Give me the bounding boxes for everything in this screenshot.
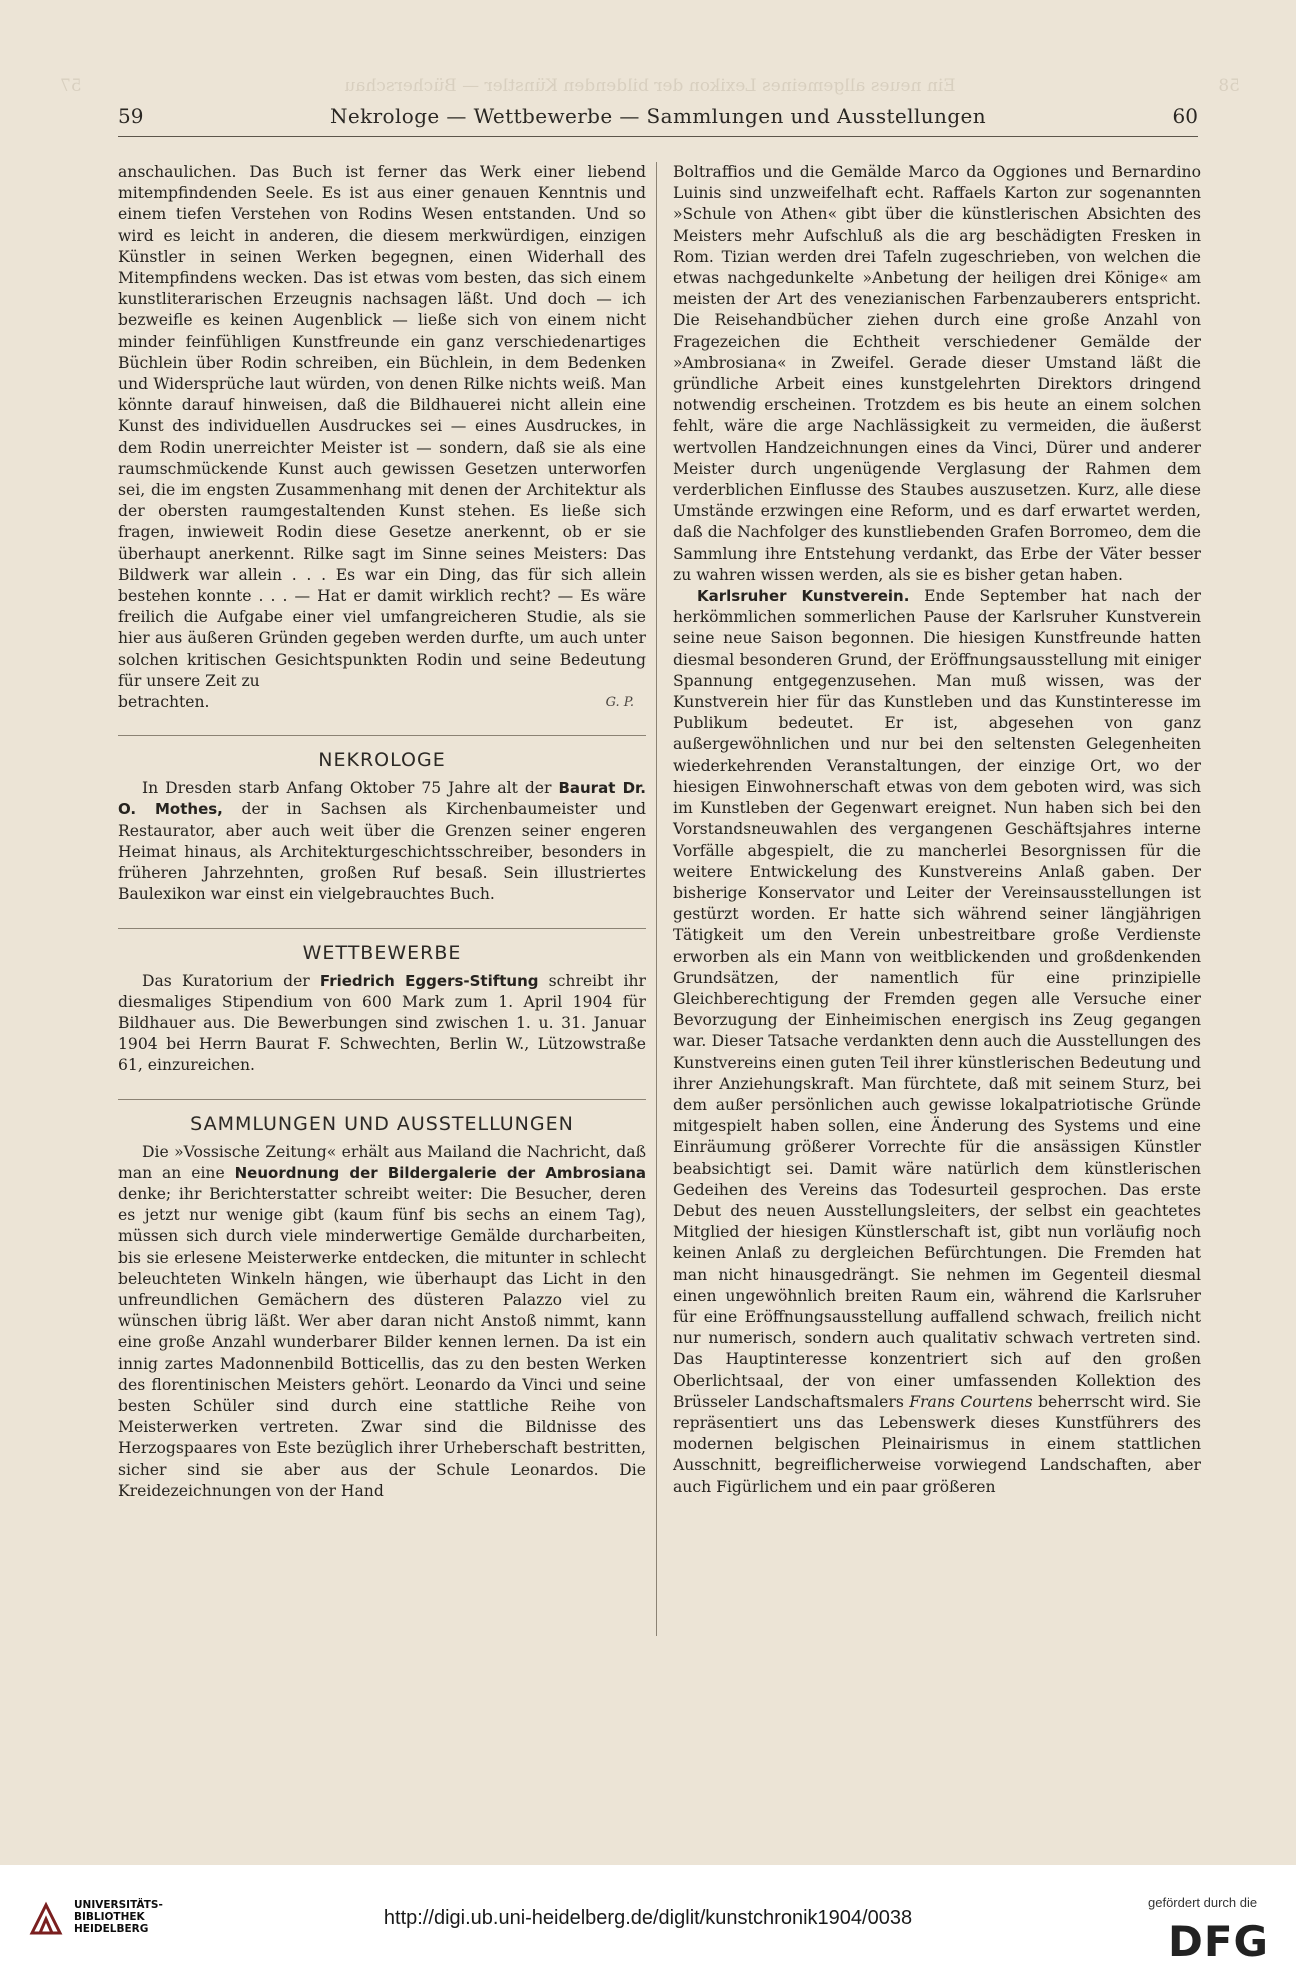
section-rule [118, 735, 646, 736]
dfg-logo: DFG [1168, 1917, 1270, 1966]
name-karlsruher-kunstverein: Karlsruher Kunstverein. [697, 587, 910, 606]
page-number-right: 60 [1172, 104, 1198, 128]
right-column [673, 162, 1201, 1498]
name-mothes: Baurat Dr. O. Mothes, [118, 779, 646, 819]
author-signature: G. P. [605, 695, 634, 711]
ghost-page-number: 58 [1218, 76, 1240, 96]
section-heading-nekrologe: NEKROLOGE [318, 749, 446, 772]
ghost-page-number-right: 57 [60, 76, 82, 96]
left-column [118, 162, 646, 1502]
name-frans-courtens: Frans Courtens [909, 1392, 1033, 1411]
review-last-word: betrachten. [118, 693, 210, 712]
running-header [118, 100, 1198, 134]
digitization-footer [0, 1865, 1296, 1977]
ambrosiana-paragraph: Die »Vossische Zeitung« erhält aus Mailand die Nachricht, daß man an eine Neuordnung der Bildergalerie der Ambrosiana denke; ihr Berichterstatter schreibt weiter: Die Besucher, deren es jetzt nur wenige gibt (kaum fünf bis sechs an einem Tag), müssen sich durch viele minderwertige Gemälde durcharbeiten, bis sie erlesene Meisterwerke entdecken, die mitunter in schlecht beleuchteten Winkeln hängen, wie überhaupt das Licht in den unfreundlichen Gemächern des düsteren Palazzo viel zu wünschen übrig läßt. Wer aber daran nicht Anstoß nimmt, kann eine große Anzahl wunderbarer Bilder kennen lernen. Da ist ein innig zartes Madonnenbild Botticellis, das zu den besten Werken des florentinischen Meisters gehört. Leonardo da Vinci und seine besten Schüler sind durch eine stattliche Reihe von Meisterwerken vertreten. Zwar sind die Bildnisse des Herzogspaares von Este bezüglich ihrer Urheberschaft bestritten, sicher sind sie aber aus der Schule Leonardos. Die Kreidezeichnungen von der Hand [118, 1142, 646, 1500]
wettbewerb-paragraph: Das Kuratorium der Friedrich Eggers-Stiftung schreibt ihr diesmaliges Stipendium von 600 Mark zum 1. April 1904 für Bildhauer aus. Die Bewerbungen sind zwischen 1. u. 31. Januar 1904 bei Herrn Baurat F. Schwechten, Berlin W., Lützowstraße 61, einzureichen. [118, 971, 646, 1075]
funding-note: gefördert durch die [1148, 1895, 1258, 1910]
nekrolog-paragraph: In Dresden starb Anfang Oktober 75 Jahre alt der Baurat Dr. O. Mothes, der in Sachsen als Kirchenbaumeister und Restaurator, aber auch weit über die Grenzen seiner engeren Heimat hinaus, als Architekturgeschichtsschreiber, besonders in früheren Jahrzehnten, großen Ruf besaß. Sein illustriertes Baulexikon war einst ein vielgebrauchtes Buch. [118, 779, 646, 904]
running-title: Nekrologe — Wettbewerbe — Sammlungen und Ausstellungen [329, 104, 987, 128]
name-eggers-stiftung: Friedrich Eggers-Stiftung [319, 971, 539, 990]
header-rule [118, 136, 1198, 137]
library-name: UNIVERSITÄTS- BIBLIOTHEK HEIDELBERG [74, 1899, 163, 1935]
rodin-review-paragraph: anschaulichen. Das Buch ist ferner das Werk einer liebend mitempfindenden Seele. Es ist aus einer genauen Kenntnis und einem tiefen Verstehen von Rodins Wesen entstanden. Und so wird es leicht in anderen, die diesem merkwürdigen, einzigen Künstler in seinen Werken begegnen, einen Widerhall des Mitempfindens wecken. Das ist etwas vom besten, das sich einem kunstliterarischen Erzeugnis nachsagen läßt. Und doch — ich bezweifle es keinen Augenblick — ließe sich von einem nicht minder feinfühligen Kunstfreunde ein ganz verschiedenartiges Büchlein über Rodin schreiben, ein Büchlein, in dem Bedenken und Widersprüche laut würden, von denen Rilke nichts weiß. Man könnte darauf hinweisen, daß die Bildhauerei nicht allein eine Kunst des individuellen Ausdruckes sei — eines Ausdruckes, in dem Rodin unerreichter Meister ist — sondern, daß sie als eine raumschmückende Kunst auch gewissen Gesetzen unterworfen sei, die im engsten Zusammenhang mit denen der Architektur als der obersten raumgestaltenden Kunst stehen. Es ließe sich fragen, inwieweit Rodin diese Gesetze anerkennt, ob er sie überhaupt anerkennt. Rilke sagt im Sinne seines Meisters: Das Bildwerk war allein . . . Es war ein Ding, das für sich allein bestehen konnte . . . — Hat er damit wirklich recht? — Es wäre freilich die Aufgabe einer viel umfangreicheren Studie, als sie hier aus äußeren Gründen gegeben werden durfte, um auch unter solchen kritischen Gesichtspunkten Rodin und seine Bedeutung für unsere Zeit zu [118, 163, 646, 690]
page-number-left: 59 [118, 104, 144, 128]
section-rule [118, 1099, 646, 1100]
digital-source-link[interactable]: http://digi.ub.uni-heidelberg.de/diglit/kunstchronik1904/0038 [383, 1907, 913, 1929]
column-divider [656, 162, 657, 1636]
karlsruhe-paragraph: Karlsruher Kunstverein. Ende September hat nach der herkömmlichen sommerlichen Pause der Karlsruher Kunstverein seine neue Saison begonnen. Die hiesigen Kunstfreunde hatten diesmal besonderen Grund, der Eröffnungsausstellung mit einiger Spannung entgegenzusehen. Man muß wissen, was der Kunstverein hier für das Kunstleben und das Kunstinteresse im Publikum bedeutet. Er ist, abgesehen von ganz außergewöhnlichen und nur bei den seltensten Gelegenheiten wiederkehrenden Veranstaltungen, der einzige Ort, wo der hiesigen Einwohnerschaft etwas von dem geboten wird, was sich im Kunstleben der Gegenwart ereignet. Nun haben sich bei den Vorstandsneuwahlen des vergangenen Geschäftsjahres interne Vorfälle abgespielt, die zu mancherlei Besorgnissen für die weitere Entwickelung des Kunstvereins Anlaß gaben. Der bisherige Konservator und Leiter der Vereinsausstellungen ist gestürzt worden. Er hatte sich während seiner längjährigen Tätigkeit um den Verein unbestreitbare große Verdienste erworben als ein Mann von weitblickenden und großdenkenden Grundsätzen, der namentlich für eine prinzipielle Gleichberechtigung der Fremden gegen alle Versuche einer Bevorzugung der Einheimischen energisch ins Zeug gegangen war. Dieser Tatsache verdankten denn auch die Ausstellungen des Kunstvereins einen guten Teil ihrer künstlerischen Bedeutung und ihrer Anziehungskraft. Man fürchtete, daß mit seinem Sturz, bei dem außer persönlichen auch gewisse lokalpatriotische Gründe mitgespielt haben sollen, eine Änderung des Systems und eine Einräumung größerer Vorrechte für die ansässigen Künstler beabsichtigt sei. Damit wäre natürlich dem künstlerischen Gedeihen des Vereins das Todesurteil gesprochen. Das erste Debut des neuen Ausstellungsleiters, der selbst ein geachtetes Mitglied der hiesigen Künstlerschaft ist, gibt nun vorläufig noch keinen Anlaß zu dergleichen Befürchtungen. Die Fremden hat man nicht hinausgedrängt. Sie nehmen im Gegenteil diesmal einen ungewöhnlich breiten Raum ein, während die Karlsruher für eine Eröffnungsausstellung auffallend schwach, freilich nicht nur numerisch, sondern auch qualitativ schwach vertreten sind. Das Hauptinteresse konzentriert sich auf den großen Oberlichtsaal, der von einer umfassenden Kollektion des Brüsseler Landschaftsmalers Frans Courtens beherrscht wird. Sie repräsentiert uns das Lebenswerk dieses Kunstführers des modernen belgischen Pleinairismus in einem stattlichen Ausschnitt, begreiflicherweise vorwiegend Landschaften, aber auch Figürlichem und ein paar größeren [673, 587, 1201, 1496]
section-rule [118, 928, 646, 929]
name-ambrosiana: Neuordnung der Bildergalerie der Ambrosiana [234, 1163, 646, 1182]
section-heading-wettbewerbe: WETTBEWERBE [302, 941, 462, 964]
ambrosiana-continued-paragraph: Boltraffios und die Gemälde Marco da Oggiones und Bernardino Luinis sind unzweifelhaft echt. Raffaels Karton zur sogenannten »Schule von Athen« gibt über die künstlerischen Absichten des Meisters mehr Aufschluß als die arg beschädigten Fresken in Rom. Tizian werden drei Tafeln zugeschrieben, von welchen die etwas nachgedunkelte »Anbetung der heiligen drei Könige« am meisten der Art des venezianischen Farbenzauberers entspricht. Die Reisehandbücher ziehen durch eine große Anzahl von Fragezeichen die Echtheit verschiedener Gemälde der »Ambrosiana« in Zweifel. Gerade dieser Umstand läßt die gründliche Arbeit eines kunstgelehrten Direktors dringend notwendig erscheinen. Trotzdem es bis heute an einem solchen fehlt, wäre die arge Nachlässigkeit zu vermeiden, die äußerst wertvollen Handzeichnungen eines da Vinci, Dürer und anderer Meister durch ungenügende Verglasung der Rahmen dem verderblichen Einflusse des Staubes auszusetzen. Kurz, alle diese Umstände erzwingen eine Reform, und es darf erwartet werden, daß die Nachfolger des kunstliebenden Grafen Borromeo, dem die Sammlung ihre Entstehung verdankt, das Erbe der Väter besser zu wahren wissen werden, als sie es bisher getan haben. [673, 163, 1201, 584]
review-closing-line [118, 692, 646, 713]
section-heading-sammlungen: SAMMLUNGEN UND AUSSTELLUNGEN [190, 1112, 574, 1135]
ghost-running-title: Ein neues allgemeines Lexikon der bildenden Künstler — Bücherschau [344, 76, 956, 96]
